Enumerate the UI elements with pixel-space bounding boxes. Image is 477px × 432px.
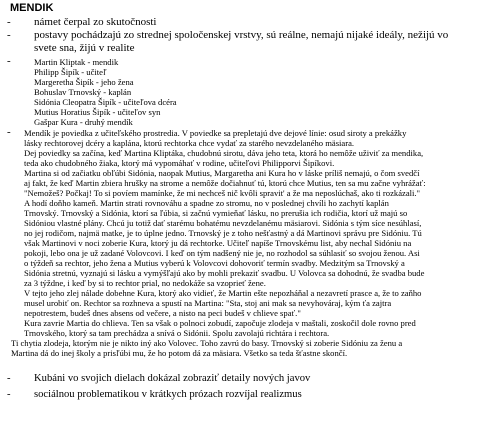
story-line: Sidóniou vlastné plány. Chcú ju totiž dať starému bohatému nevzdelanému mäsiarovi. Sidónia s tým síce nesúhlasí, [24, 218, 422, 228]
story-line: Dej poviedky sa začína, keď Martina Kliptáka, chudobnú sirotu, dáva jeho teta, ktorá ho nemôže uživiť za mendika, [24, 148, 424, 158]
intro-point-continuation: svete sna, žijú v realite [34, 42, 135, 54]
bullet-dash: - [7, 55, 11, 67]
character-item: Mutius Horatius Šipík - učiteľov syn [34, 107, 161, 117]
story-line: Mendík je poviedka z učiteľského prostredia. V poviedke sa prepletajú dve dejové línie: osud siroty a prekážky [24, 128, 407, 138]
story-line: o týždeň sa rechtor, jeho žena a Mutius vyberú k Volovcovi dohovoriť termín svadby. Medzitým sa Trnovský a [24, 258, 405, 268]
story-line: nepotrestem, budeš dnes absens od večere, a nisto na peci budeš v chlieve spať." [24, 308, 301, 318]
story-line: Martina si od začiatku obľúbi Sidónia, naopak Mutius, Margaretha ani Kura ho v láske príliš nemajú, o čom svedčí [24, 168, 420, 178]
story-line: "Nemožeš? Počkaj! To si povíem mamínke, že mi nechceš nič kvôli spravit' a že ma neposlúchaš, ako ti rozkázali." [24, 188, 421, 198]
story-line: pokoji, lebo ona je už zadané Volovcovi. I keď on tým nadšený nie je, no rozhodol sa súhlasiť so svojou ženou. Asi [24, 248, 420, 258]
story-line: no jej rodičom, najmä matke, je to úplne jedno. Trnovský je z toho nešťastný a dá Martinovi správu pre Sidóniu. Tú [24, 228, 422, 238]
page-title: MENDIK [10, 2, 54, 14]
story-line: Martina dá do inej školy a prisľúbi mu, že ho potom dá za mäsiara. Všetko sa teda šťastne skončí. [11, 348, 348, 358]
story-line: Trnovský. Trnovský a Sidónia, ktorí sa ľúbia, si začnú vymieňať lásku, no prerušia ich rodičia, ktorí už majú so [24, 208, 408, 218]
bullet-dash: - [7, 126, 11, 138]
bullet-dash: - [7, 29, 11, 41]
intro-point: postavy pochádzajú zo strednej spoločenskej vrstvy, sú reálne, nemajú nijaké ideály, nežijú vo [34, 29, 449, 41]
character-item: Sidónia Cleopatra Šipík - učiteľova dcéra [34, 97, 177, 107]
story-line: musel urobiť on. Rechtor sa rozhneva a spustí na Martina: "Sta, stoj ani mak sa nevyhováraj, kým ťa zajtra [24, 298, 392, 308]
character-item: Gašpar Kura - druhý mendík [34, 117, 133, 127]
bullet-dash: - [7, 389, 11, 400]
character-item: Philipp Šipík - učiteľ [34, 67, 107, 77]
story-line: teda ako chudobného žiaka, ktorý má vypomáhať v rodine, učiteľovi Philipporvi Šipíkovi. [24, 158, 335, 168]
bullet-dash: - [7, 16, 11, 28]
character-item: Bohuslav Trnovský - kaplán [34, 87, 132, 97]
story-line: lásky rechtorovej dcéry a kaplána, ktorú rechtorka chce vydať za starého nevzdelaného mäsiara. [24, 138, 355, 148]
story-line: A hodí doňho kameň. Martin strati rovnováhu a spadne zo stromu, no v poslednej chvíli ho zachytí kaplán [24, 198, 389, 208]
character-item: Margeretha Šipík - jeho žena [34, 77, 134, 87]
story-line: však Martinovi v noci zoberie Kura, ktorý ju dá rechtorke. Učiteľ napíše Trnovskému list, aby nechal Sidóniu na [24, 238, 412, 248]
closing-point: sociálnou problematikou v krátkych prózach rozvíjal realizmus [34, 389, 302, 400]
story-line: Kura zavrie Martia do chlieva. Ten sa však o polnoci zobudí, započuje zlodeja v maštali, zoskočil dole rovno pred [24, 318, 416, 328]
bullet-dash: - [7, 373, 11, 384]
closing-point: Kubáni vo svojich dielach dokázal zobraziť detaily nových javov [34, 373, 311, 384]
intro-point: námet čerpal zo skutočnosti [34, 16, 157, 28]
story-line: aj fakt, že keď Martin zbiera hrušky na strome a nemôže dočiahnuť tú, ktorú chce Mutius, ten sa mu začne vyhrážať: [24, 178, 426, 188]
story-line: za 3 týždne, i keď by si to rechtor prial, no nedokáže sa vzoprieť žene. [24, 278, 266, 288]
story-line: Ti chytia zlodeja, ktorým nie je nikto iný ako Volovec. Toho zavrú do basy. Trnovský si zoberie Sidóniu za ženu a [11, 338, 403, 348]
story-line: Trnovského, ktorý sa tam prechádza a snívá o Sidónii. Spolu zavolajú richtára i rechtora. [24, 328, 330, 338]
story-line: V tejto jeho zlej nálade dobehne Kura, ktorý ako vidieť, že Martin ešte nepozháňal a nezavretí prasce a, že to zaňho [24, 288, 422, 298]
character-item: Martin Kliptak - mendik [34, 57, 119, 67]
story-line: Sidónia stretnú, vyznajú si lásku a vymýšľajú ako by mohli prekaziť svadbu. U Volovca sa dohodnú, že svadba bude [24, 268, 425, 278]
